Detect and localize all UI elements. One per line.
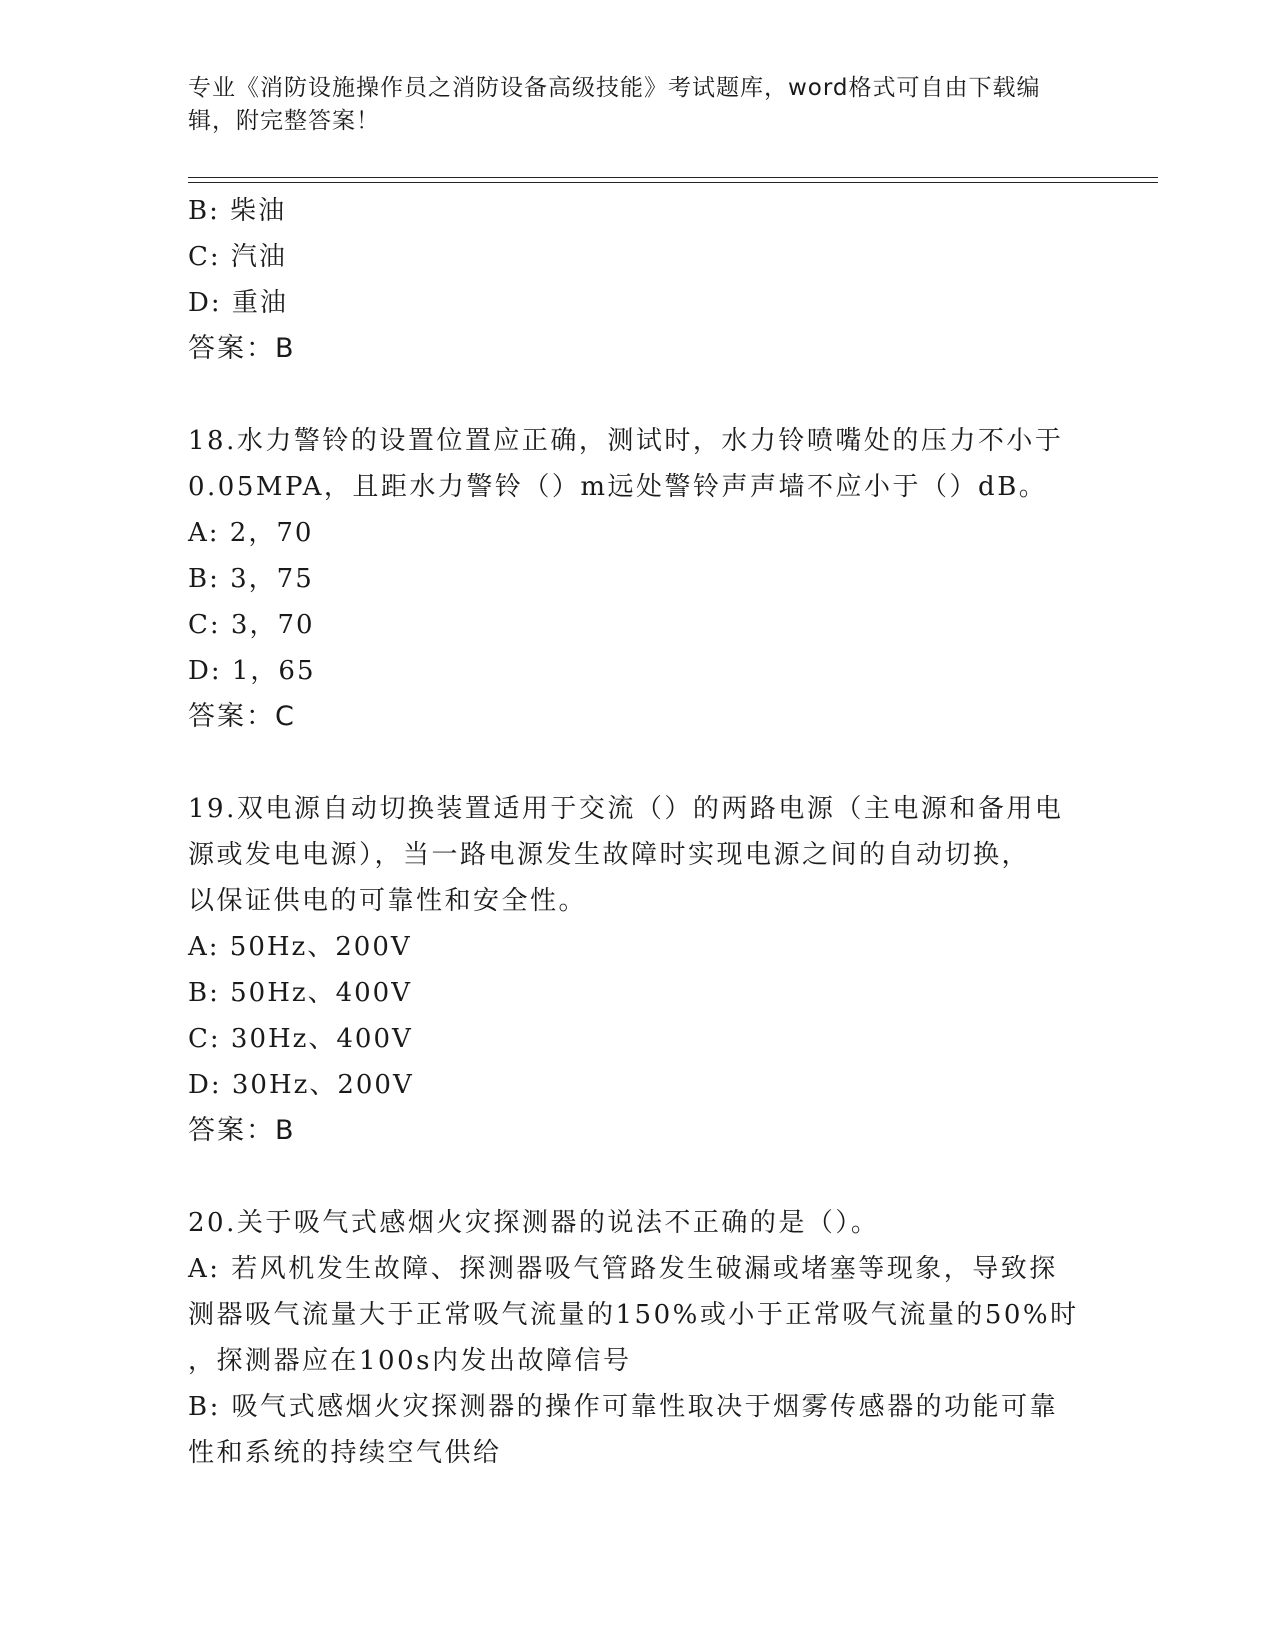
option-c: C: 3，70 xyxy=(188,610,315,640)
answer: 答案：C xyxy=(188,701,296,732)
question-17-block xyxy=(188,188,1108,372)
answer: 答案：B xyxy=(188,1115,296,1146)
answer: 答案：B xyxy=(188,333,296,364)
header-rule-top xyxy=(188,177,1158,178)
header-rule-bottom xyxy=(188,182,1158,183)
question-19-block xyxy=(188,786,1108,1154)
option-b: B: 3，75 xyxy=(188,564,314,594)
option-a: A: 2，70 xyxy=(188,518,314,548)
option-b: B: 吸气式感烟火灾探测器的操作可靠性取决于烟雾传感器的功能可靠 性和系统的持续空气供给 xyxy=(188,1392,1059,1468)
document-header xyxy=(188,72,1088,138)
header-line-1: 专业《消防设施操作员之消防设备高级技能》考试题库，word格式可自由下载编 xyxy=(188,75,1041,101)
option-b: B: 柴油 xyxy=(188,196,287,226)
question-18-block xyxy=(188,418,1108,740)
option-c: C: 30Hz、400V xyxy=(188,1024,413,1054)
option-d: D: 1，65 xyxy=(188,656,316,686)
option-a: A: 若风机发生故障、探测器吸气管路发生破漏或堵塞等现象，导致探 测器吸气流量大于正常吸气流量的150%或小于正常吸气流量的50%时 ，探测器应在100s内发出故障信号 xyxy=(188,1254,1079,1376)
question-20-block xyxy=(188,1200,1108,1476)
option-d: D: 重油 xyxy=(188,288,288,318)
question-text: 19.双电源自动切换装置适用于交流（）的两路电源（主电源和备用电 源或发电电源），当一路电源发生故障时实现电源之间的自动切换， 以保证供电的可靠性和安全性。 xyxy=(188,794,1064,916)
option-d: D: 30Hz、200V xyxy=(188,1070,414,1100)
question-text: 20.关于吸气式感烟火灾探测器的说法不正确的是（）。 xyxy=(188,1208,880,1238)
exam-content xyxy=(188,188,1108,1476)
header-line-2: 辑，附完整答案！ xyxy=(188,108,380,134)
option-b: B: 50Hz、400V xyxy=(188,978,412,1008)
question-text: 18.水力警铃的设置位置应正确，测试时，水力铃喷嘴处的压力不小于 0.05MPA，且距水力警铃（）m远处警铃声声墙不应小于（）dB。 xyxy=(188,426,1064,502)
option-a: A: 50Hz、200V xyxy=(188,932,412,962)
option-c: C: 汽油 xyxy=(188,242,287,272)
